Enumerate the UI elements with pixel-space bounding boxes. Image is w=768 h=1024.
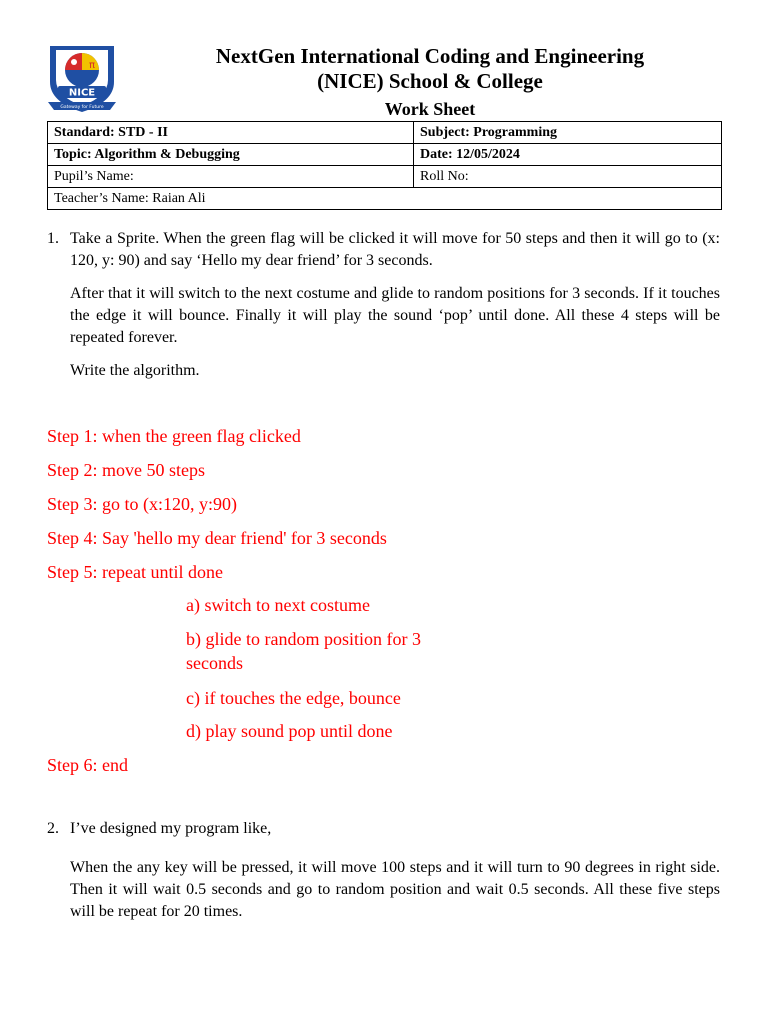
table-row bbox=[48, 188, 722, 210]
question-1-paragraph-1: Take a Sprite. When the green flag will be clicked it will move for 50 steps and then it will go to (x: 120, y: 90) and say ‘Hello my dear friend’ for 3 seconds. bbox=[70, 230, 720, 269]
table-row bbox=[48, 122, 722, 144]
question-1-paragraph-3: Write the algorithm. bbox=[70, 362, 200, 379]
svg-text:π: π bbox=[89, 60, 96, 71]
question-2-paragraph-2: When the any key will be pressed, it will move 100 steps and it will turn to 90 degrees in right side. Then it will wait 0.5 seconds and go to random position and wait 0.5 seconds. All these five steps will be repeat for 20 times. bbox=[70, 859, 720, 920]
topic-cell: Topic: Algorithm & Debugging bbox=[48, 144, 414, 166]
school-logo bbox=[44, 40, 120, 116]
standard-cell: Standard: STD - II bbox=[48, 122, 414, 144]
svg-text:Gateway for Future: Gateway for Future bbox=[60, 105, 104, 110]
teacher-name-cell: Teacher’s Name: Raian Ali bbox=[48, 188, 722, 210]
answer-step: Step 5: repeat until done bbox=[47, 562, 223, 582]
worksheet-info-table bbox=[47, 121, 722, 210]
answer-step: Step 4: Say 'hello my dear friend' for 3 seconds bbox=[47, 528, 387, 548]
answer-substep: c) if touches the edge, bounce bbox=[186, 688, 401, 708]
table-row bbox=[48, 166, 722, 188]
subject-cell: Subject: Programming bbox=[414, 122, 722, 144]
answer-step: Step 1: when the green flag clicked bbox=[47, 426, 301, 446]
worksheet-title: Work Sheet bbox=[384, 99, 476, 119]
question-number: 2. bbox=[47, 820, 59, 837]
question-number: 1. bbox=[47, 230, 59, 247]
answer-substep: d) play sound pop until done bbox=[186, 721, 393, 741]
date-cell: Date: 12/05/2024 bbox=[414, 144, 722, 166]
school-name-line2: (NICE) School & College bbox=[317, 69, 543, 93]
answer-substep: a) switch to next costume bbox=[186, 595, 370, 615]
table-row bbox=[48, 144, 722, 166]
answer-step: Step 3: go to (x:120, y:90) bbox=[47, 494, 237, 514]
answer-substep: b) glide to random position for 3 seconds bbox=[186, 629, 421, 673]
document-header bbox=[130, 44, 730, 122]
question-2-paragraph-1: I’ve designed my program like, bbox=[70, 820, 272, 837]
school-name-line1: NextGen International Coding and Engineering bbox=[215, 44, 645, 68]
answer-final-step: Step 6: end bbox=[47, 755, 128, 775]
roll-no-cell: Roll No: bbox=[414, 166, 722, 188]
logo-text: NICE bbox=[68, 87, 96, 99]
question-1-paragraph-2: After that it will switch to the next costume and glide to random positions for 3 seconds. If it touches the edge it will bounce. Finally it will play the sound ‘pop’ until done. All these 4 steps will be repeated forever. bbox=[70, 285, 720, 346]
pupil-name-cell: Pupil’s Name: bbox=[48, 166, 414, 188]
answer-step: Step 2: move 50 steps bbox=[47, 460, 205, 480]
